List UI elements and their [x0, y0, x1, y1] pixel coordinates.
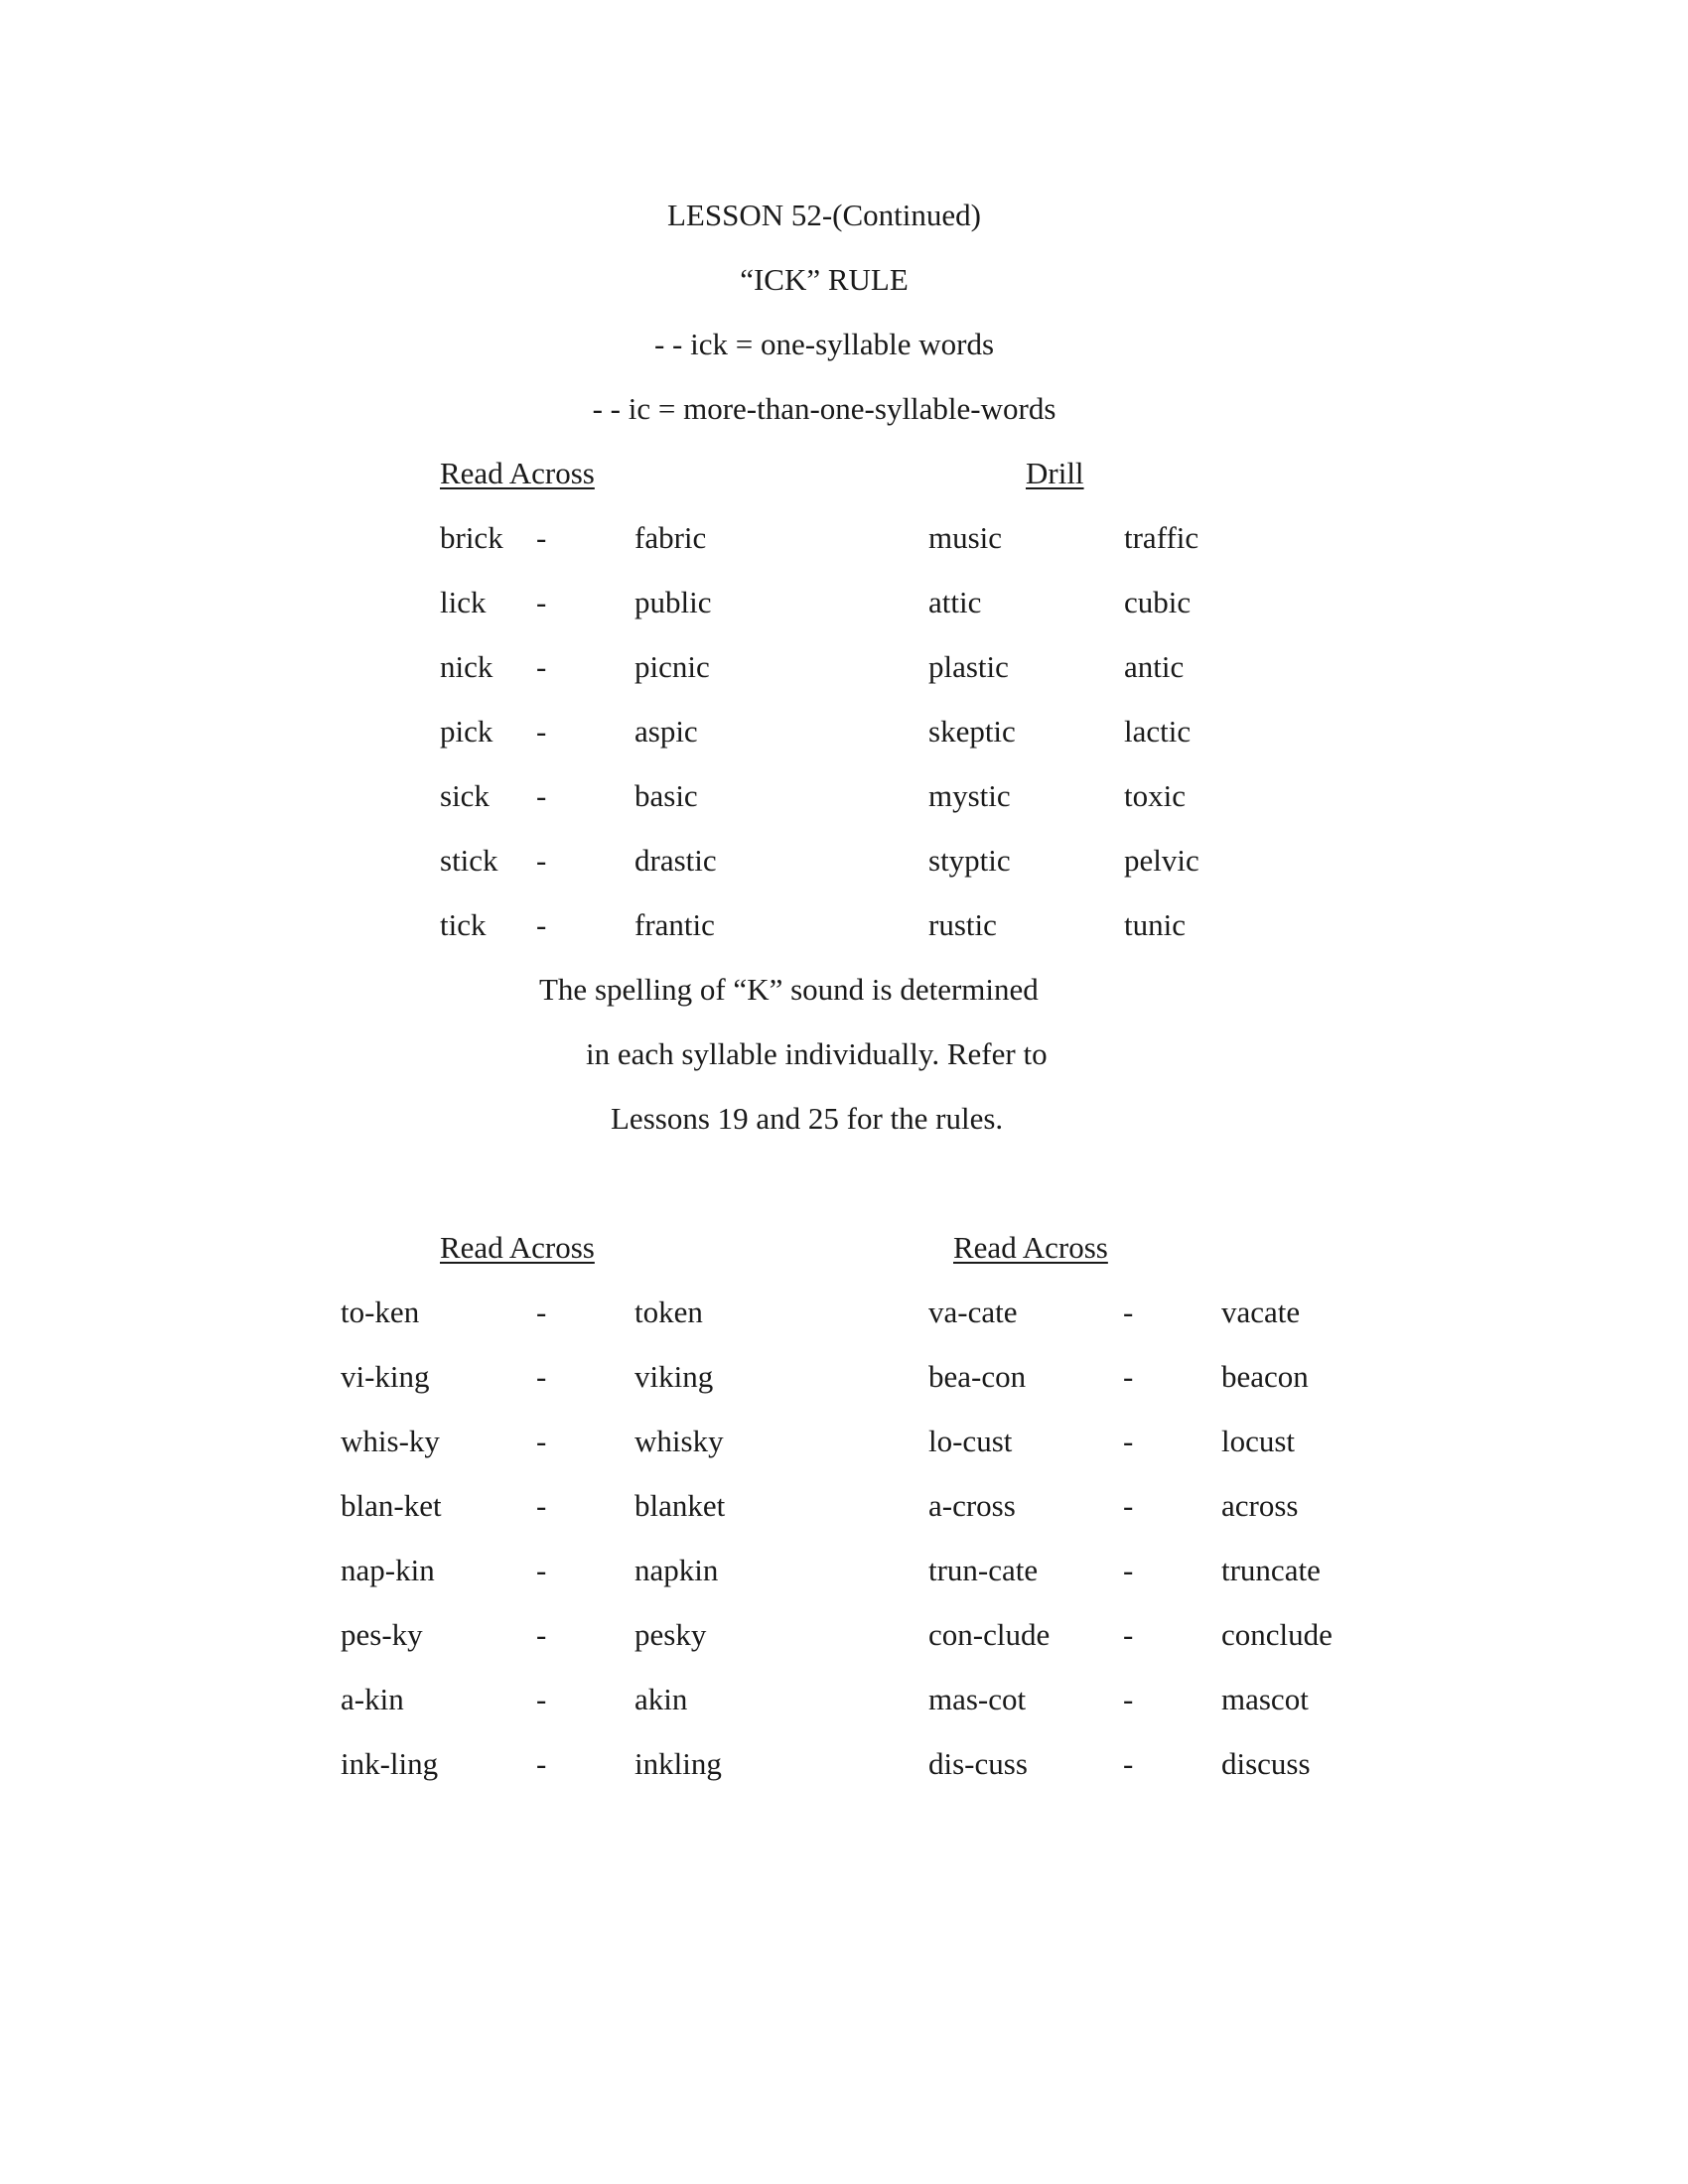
- drill-word: traffic: [1124, 520, 1199, 555]
- row-dash: -: [536, 843, 547, 878]
- split-word: bea-con: [928, 1359, 1027, 1394]
- joined-word: blanket: [634, 1488, 726, 1523]
- split-word: vi-king: [341, 1359, 430, 1394]
- row-dash: -: [536, 1488, 547, 1523]
- row-dash: -: [536, 714, 547, 749]
- multi-syllable-word: frantic: [634, 907, 715, 942]
- split-word: trun-cate: [928, 1553, 1039, 1587]
- row-dash: -: [536, 1682, 547, 1716]
- split-word: a-cross: [928, 1488, 1016, 1523]
- row-dash: -: [536, 1553, 547, 1587]
- multi-syllable-word: fabric: [634, 520, 707, 555]
- multi-syllable-word: aspic: [634, 714, 698, 749]
- joined-word: discuss: [1221, 1746, 1311, 1781]
- joined-word: across: [1221, 1488, 1299, 1523]
- multi-syllable-word: basic: [634, 778, 698, 813]
- drill-word: music: [928, 520, 1003, 555]
- joined-word: beacon: [1221, 1359, 1309, 1394]
- split-word: va-cate: [928, 1295, 1018, 1329]
- row-dash: -: [1123, 1682, 1134, 1716]
- one-syllable-word: lick: [440, 585, 487, 619]
- one-syllable-word: brick: [440, 520, 503, 555]
- drill-word: skeptic: [928, 714, 1016, 749]
- page-title: LESSON 52-(Continued): [666, 198, 981, 232]
- row-dash: -: [536, 1295, 547, 1329]
- row-dash: -: [536, 1424, 547, 1458]
- multi-syllable-word: picnic: [634, 649, 710, 684]
- read-across-heading-right: Read Across: [953, 1230, 1108, 1265]
- row-dash: -: [536, 1617, 547, 1652]
- split-word: con-clude: [928, 1617, 1051, 1652]
- row-dash: -: [536, 1359, 547, 1394]
- joined-word: pesky: [634, 1617, 707, 1652]
- split-word: dis-cuss: [928, 1746, 1028, 1781]
- row-dash: -: [536, 649, 547, 684]
- rule-one-syllable: - - ick = one-syllable words: [653, 327, 995, 361]
- note-line: Lessons 19 and 25 for the rules.: [611, 1101, 1004, 1136]
- split-word: pes-ky: [341, 1617, 423, 1652]
- split-word: mas-cot: [928, 1682, 1027, 1716]
- one-syllable-word: sick: [440, 778, 490, 813]
- drill-word: tunic: [1124, 907, 1186, 942]
- read-across-heading: Read Across: [440, 456, 595, 490]
- joined-word: viking: [634, 1359, 714, 1394]
- joined-word: akin: [634, 1682, 688, 1716]
- row-dash: -: [536, 907, 547, 942]
- drill-word: mystic: [928, 778, 1011, 813]
- read-across-heading-left: Read Across: [440, 1230, 595, 1265]
- note-line: The spelling of “K” sound is determined: [539, 972, 1039, 1007]
- rule-title: “ICK” RULE: [740, 262, 909, 297]
- row-dash: -: [1123, 1553, 1134, 1587]
- row-dash: -: [1123, 1617, 1134, 1652]
- split-word: lo-cust: [928, 1424, 1013, 1458]
- drill-word: lactic: [1124, 714, 1192, 749]
- split-word: ink-ling: [341, 1746, 439, 1781]
- joined-word: whisky: [634, 1424, 724, 1458]
- split-word: blan-ket: [341, 1488, 442, 1523]
- drill-word: antic: [1124, 649, 1185, 684]
- rule-multi-syllable: - - ic = more-than-one-syllable-words: [592, 391, 1056, 426]
- multi-syllable-word: public: [634, 585, 712, 619]
- one-syllable-word: stick: [440, 843, 498, 878]
- row-dash: -: [536, 778, 547, 813]
- drill-word: toxic: [1124, 778, 1186, 813]
- split-word: whis-ky: [341, 1424, 440, 1458]
- note-line: in each syllable individually. Refer to: [586, 1036, 1048, 1071]
- drill-word: attic: [928, 585, 982, 619]
- row-dash: -: [1123, 1295, 1134, 1329]
- one-syllable-word: pick: [440, 714, 493, 749]
- drill-word: cubic: [1124, 585, 1192, 619]
- split-word: a-kin: [341, 1682, 404, 1716]
- drill-word: styptic: [928, 843, 1011, 878]
- row-dash: -: [1123, 1359, 1134, 1394]
- joined-word: inkling: [634, 1746, 722, 1781]
- joined-word: conclude: [1221, 1617, 1333, 1652]
- row-dash: -: [536, 520, 547, 555]
- split-word: nap-kin: [341, 1553, 435, 1587]
- row-dash: -: [1123, 1424, 1134, 1458]
- joined-word: napkin: [634, 1553, 719, 1587]
- multi-syllable-word: drastic: [634, 843, 717, 878]
- joined-word: token: [634, 1295, 703, 1329]
- joined-word: locust: [1221, 1424, 1296, 1458]
- one-syllable-word: nick: [440, 649, 493, 684]
- row-dash: -: [1123, 1488, 1134, 1523]
- drill-word: plastic: [928, 649, 1009, 684]
- drill-word: rustic: [928, 907, 997, 942]
- one-syllable-word: tick: [440, 907, 487, 942]
- joined-word: mascot: [1221, 1682, 1309, 1716]
- drill-heading: Drill: [1026, 456, 1084, 490]
- row-dash: -: [1123, 1746, 1134, 1781]
- row-dash: -: [536, 1746, 547, 1781]
- joined-word: vacate: [1221, 1295, 1301, 1329]
- split-word: to-ken: [341, 1295, 420, 1329]
- joined-word: truncate: [1221, 1553, 1321, 1587]
- row-dash: -: [536, 585, 547, 619]
- drill-word: pelvic: [1124, 843, 1199, 878]
